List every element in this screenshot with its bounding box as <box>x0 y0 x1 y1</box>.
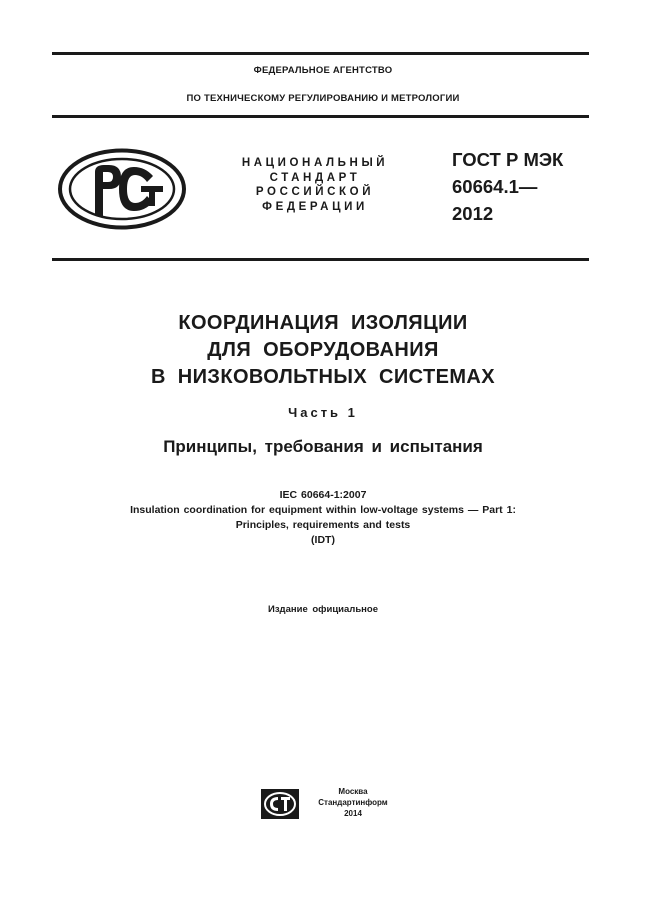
standartinform-logo-icon <box>261 789 299 819</box>
rst-certification-logo-icon <box>57 148 187 230</box>
publisher-city: Москва <box>338 787 368 796</box>
iec-line: (IDT) <box>311 534 335 546</box>
agency-line-2: ПО ТЕХНИЧЕСКОМУ РЕГУЛИРОВАНИЮ И МЕТРОЛОГИИ <box>186 93 460 104</box>
national-standard-line: РОССИЙСКОЙ <box>255 186 375 199</box>
title-line: КООРДИНАЦИЯ ИЗОЛЯЦИИ <box>178 312 468 334</box>
national-standard-line: СТАНДАРТ <box>269 171 361 184</box>
national-standard-line: НАЦИОНАЛЬНЫЙ <box>241 157 389 169</box>
iec-line: IEC 60664-1:2007 <box>279 489 367 501</box>
gost-line: 2012 <box>452 203 494 224</box>
national-standard-label <box>228 156 402 215</box>
publisher-info <box>307 786 399 819</box>
national-standard-line: ФЕДЕРАЦИИ <box>262 201 368 214</box>
document-title <box>0 310 646 391</box>
publisher-name: Стандартинформ <box>318 798 388 807</box>
edition-label: Издание официальное <box>268 604 378 615</box>
middle-rule <box>52 258 589 261</box>
iec-line: Principles, requirements and tests <box>235 519 411 531</box>
gost-designation <box>452 146 563 227</box>
title-line: ДЛЯ ОБОРУДОВАНИЯ <box>207 339 439 361</box>
iec-reference <box>0 488 646 548</box>
gost-line: 60664.1— <box>452 176 538 197</box>
top-rule <box>52 52 589 55</box>
header-rule <box>52 115 589 118</box>
gost-line: ГОСТ Р МЭК <box>452 149 564 170</box>
agency-line-1: ФЕДЕРАЛЬНОЕ АГЕНТСТВО <box>253 65 393 76</box>
document-subtitle: Принципы, требования и испытания <box>163 437 483 456</box>
part-label: Часть 1 <box>288 405 358 420</box>
title-line: В НИЗКОВОЛЬТНЫХ СИСТЕМАХ <box>150 366 495 388</box>
iec-line: Insulation coordination for equipment within low-voltage systems — Part 1: <box>130 504 516 516</box>
publisher-year: 2014 <box>344 809 362 818</box>
